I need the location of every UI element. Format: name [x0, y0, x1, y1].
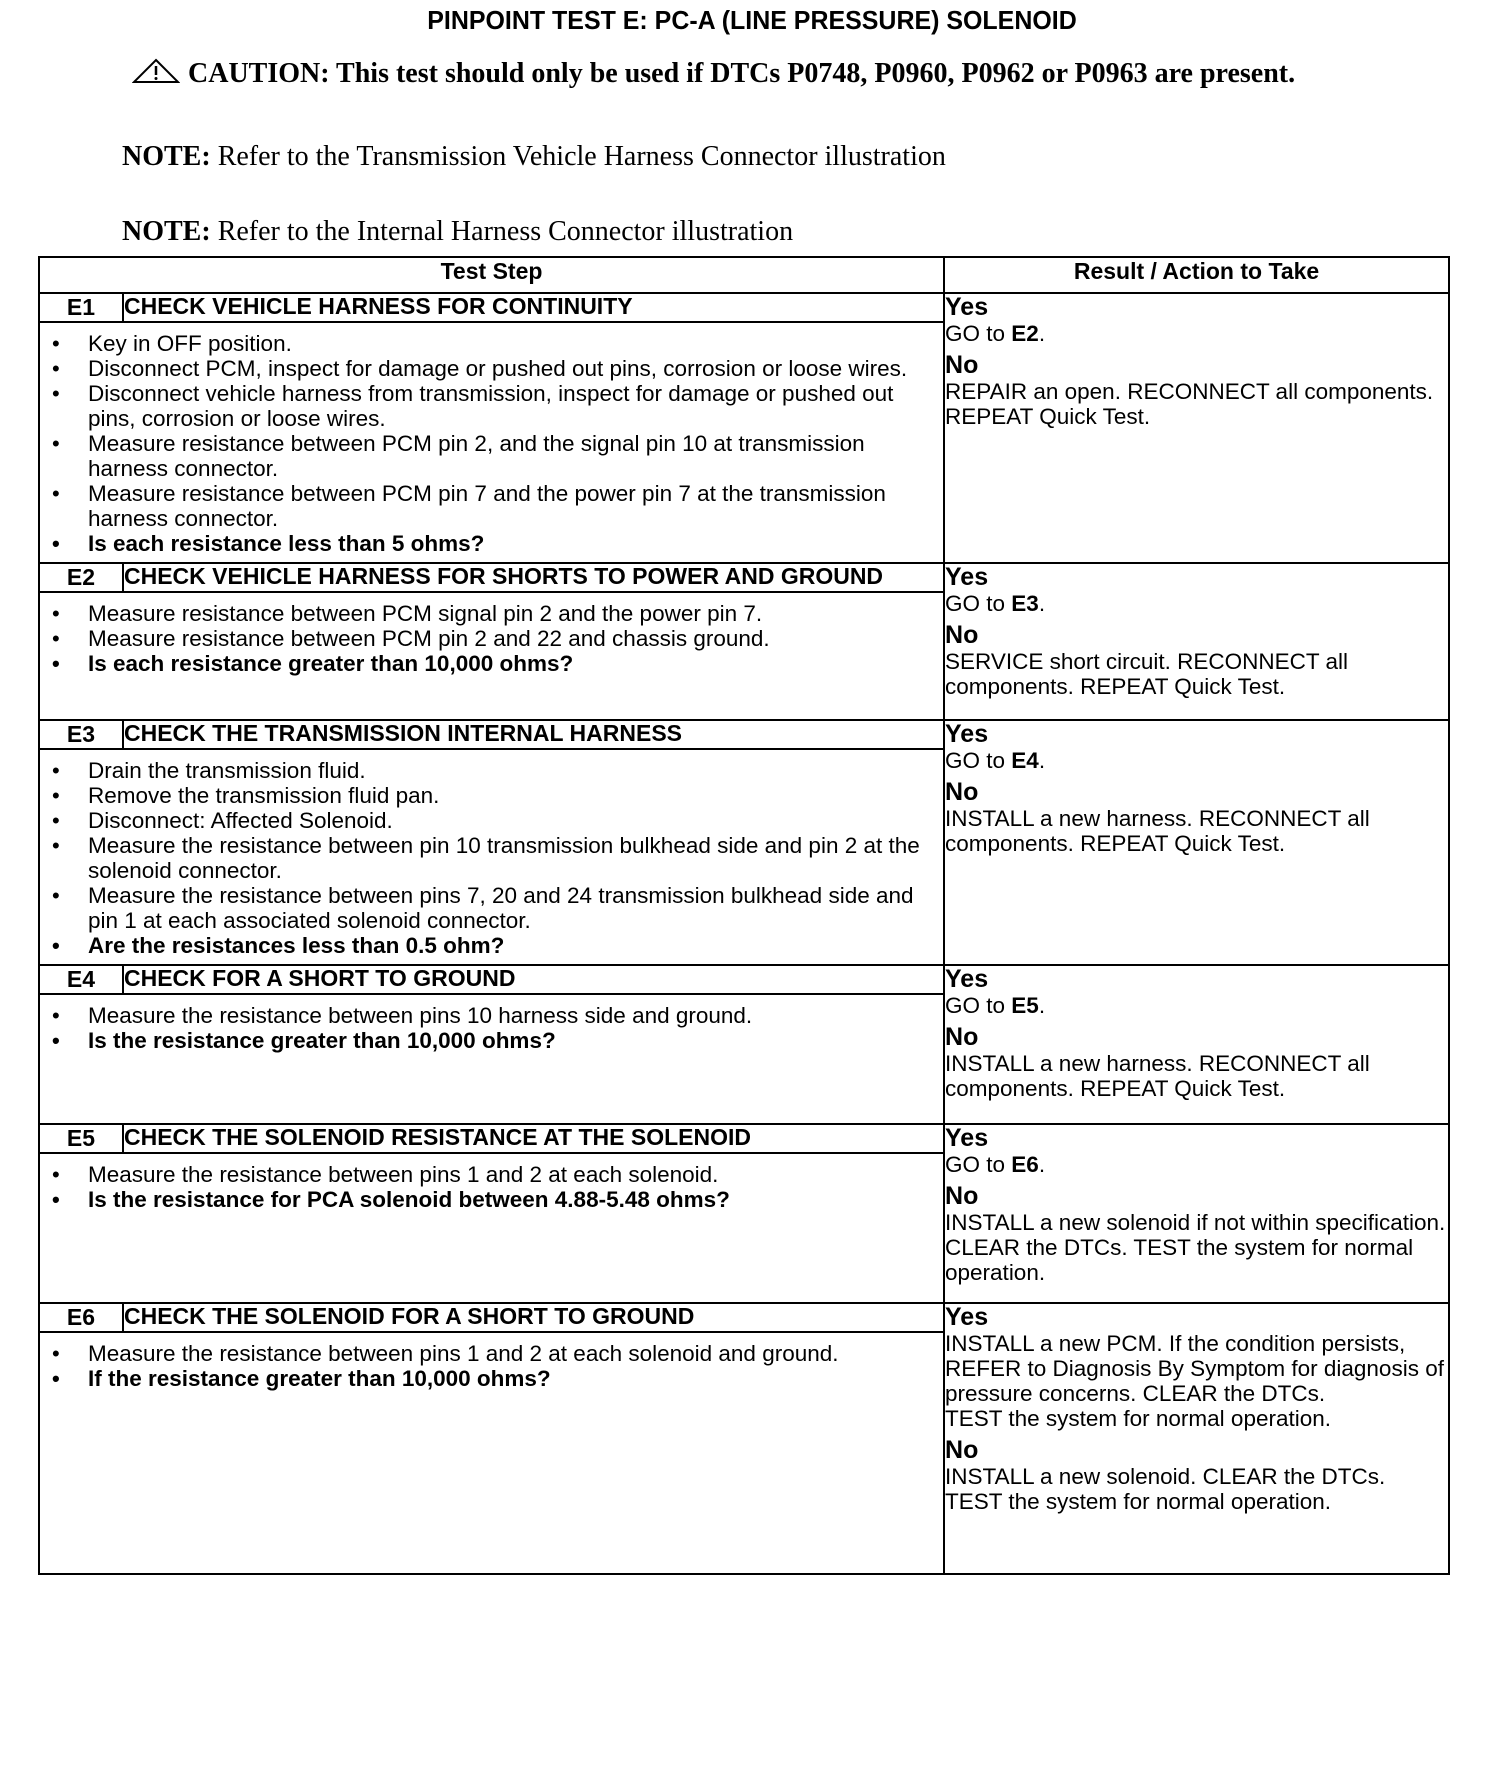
instruction-list: [40, 750, 943, 964]
step-result: [944, 293, 1449, 563]
table-header-row: [39, 257, 1449, 293]
step-heading-row: [39, 965, 1449, 994]
no-label: No: [945, 778, 979, 806]
note-label: NOTE:: [122, 216, 211, 247]
page-title: PINPOINT TEST E: PC-A (LINE PRESSURE) SOLENOID: [427, 5, 1077, 35]
list-item: • Disconnect vehicle harness from transmission, inspect for damage or pushed out pins, corrosion or loose wires.: [0, 381, 939, 431]
step-question: • Is each resistance greater than 10,000 ohms?: [0, 651, 939, 676]
step-question: • If the resistance greater than 10,000 ohms?: [0, 1366, 939, 1391]
step-heading: CHECK THE SOLENOID RESISTANCE AT THE SOLENOID: [123, 1124, 944, 1153]
instruction-list: [40, 995, 943, 1059]
list-item: • Remove the transmission fluid pan.: [0, 783, 939, 808]
yes-label: Yes: [945, 563, 989, 591]
yes-action-tail: .: [1038, 1152, 1046, 1177]
instruction-list: [40, 323, 943, 562]
list-item: • Measure the resistance between pin 10 transmission bulkhead side and pin 2 at the solenoid connector.: [0, 833, 939, 883]
list-item: • Disconnect: Affected Solenoid.: [0, 808, 939, 833]
step-question: • Is the resistance for PCA solenoid between 4.88-5.48 ohms?: [0, 1187, 939, 1212]
step-result: [944, 563, 1449, 720]
no-label: No: [945, 621, 979, 649]
step-question: • Is the resistance greater than 10,000 ohms?: [0, 1028, 939, 1053]
pinpoint-test-table: [38, 256, 1450, 1575]
step-id: E4: [39, 965, 123, 994]
caution-block: [122, 58, 1352, 92]
step-instructions: [39, 749, 944, 965]
instruction-list: [40, 593, 943, 682]
next-step-ref: E5: [1011, 993, 1039, 1018]
yes-action-text: GO to: [945, 993, 1012, 1018]
list-item: • Key in OFF position.: [0, 331, 939, 356]
yes-label: Yes: [945, 1124, 989, 1152]
no-label: No: [945, 351, 979, 379]
yes-action-tail: .: [1038, 591, 1046, 616]
no-action: INSTALL a new harness. RECONNECT all components. REPEAT Quick Test.: [945, 806, 1370, 856]
yes-label: Yes: [945, 293, 989, 321]
warning-triangle-icon: [132, 58, 180, 92]
instruction-list: [40, 1154, 943, 1218]
no-action: INSTALL a new harness. RECONNECT all components. REPEAT Quick Test.: [945, 1051, 1370, 1101]
step-instructions: [39, 322, 944, 563]
note-transmission-harness: [122, 141, 946, 173]
no-action: INSTALL a new solenoid. CLEAR the DTCs. TEST the system for normal operation.: [945, 1464, 1386, 1514]
instruction-list: [40, 1333, 943, 1397]
yes-action-tail: .: [1038, 748, 1046, 773]
yes-label: Yes: [945, 1303, 989, 1331]
next-step-ref: E6: [1011, 1152, 1039, 1177]
step-id: E6: [39, 1303, 123, 1332]
step-id: E3: [39, 720, 123, 749]
next-step-ref: E2: [1011, 321, 1039, 346]
no-label: No: [945, 1023, 979, 1051]
next-step-ref: E4: [1011, 748, 1039, 773]
yes-action-text: GO to: [945, 591, 1012, 616]
column-header-test-step: Test Step: [39, 257, 944, 293]
yes-action: [945, 321, 1448, 346]
list-item: • Measure resistance between PCM pin 2, and the signal pin 10 at transmission harness connector.: [0, 431, 939, 481]
no-action: INSTALL a new solenoid if not within specification. CLEAR the DTCs. TEST the system for normal operation.: [945, 1210, 1446, 1285]
list-item: • Measure the resistance between pins 1 and 2 at each solenoid.: [0, 1162, 939, 1187]
step-instructions: [39, 994, 944, 1124]
step-instructions: [39, 1332, 944, 1574]
step-result: [944, 720, 1449, 965]
note-text: Refer to the Internal Harness Connector illustration: [217, 216, 794, 247]
step-heading: CHECK VEHICLE HARNESS FOR CONTINUITY: [123, 293, 944, 322]
step-id: E2: [39, 563, 123, 592]
caution-text: CAUTION: This test should only be used if DTCs P0748, P0960, P0962 or P0963 are present.: [188, 58, 1296, 89]
note-internal-harness: [122, 216, 793, 248]
list-item: • Measure the resistance between pins 10 harness side and ground.: [0, 1003, 939, 1028]
no-label: No: [945, 1436, 979, 1464]
list-item: • Measure resistance between PCM signal pin 2 and the power pin 7.: [0, 601, 939, 626]
step-result: [944, 1303, 1449, 1574]
step-question: • Are the resistances less than 0.5 ohm?: [0, 933, 939, 958]
list-item: • Measure the resistance between pins 7, 20 and 24 transmission bulkhead side and pin 1 at each associated solenoid connector.: [0, 883, 939, 933]
yes-action-tail: .: [1038, 321, 1046, 346]
step-instructions: [39, 592, 944, 720]
step-heading-row: [39, 720, 1449, 749]
step-result: [944, 1124, 1449, 1303]
yes-action-text: GO to: [945, 748, 1012, 773]
yes-action: [945, 748, 1448, 773]
step-id: E1: [39, 293, 123, 322]
step-id: E5: [39, 1124, 123, 1153]
yes-action: [945, 993, 1448, 1018]
no-label: No: [945, 1182, 979, 1210]
yes-action-text: INSTALL a new PCM. If the condition persists, REFER to Diagnosis By Symptom for diagnosis of pressure concerns. CLEAR the DTCs.: [945, 1331, 1444, 1406]
list-item: • Drain the transmission fluid.: [0, 758, 939, 783]
yes-action-text: GO to: [945, 1152, 1012, 1177]
list-item: • Measure resistance between PCM pin 7 and the power pin 7 at the transmission harness connector.: [0, 481, 939, 531]
yes-action-text-2: TEST the system for normal operation.: [945, 1406, 1332, 1431]
yes-action: [945, 1331, 1448, 1431]
step-heading-row: [39, 1303, 1449, 1332]
step-heading: CHECK THE TRANSMISSION INTERNAL HARNESS: [123, 720, 944, 749]
no-action: SERVICE short circuit. RECONNECT all components. REPEAT Quick Test.: [945, 649, 1349, 699]
yes-action: [945, 1152, 1448, 1177]
step-heading-row: [39, 293, 1449, 322]
yes-action-text: GO to: [945, 321, 1012, 346]
note-label: NOTE:: [122, 141, 211, 172]
next-step-ref: E3: [1011, 591, 1039, 616]
yes-action: [945, 591, 1448, 616]
yes-label: Yes: [945, 720, 989, 748]
step-instructions: [39, 1153, 944, 1303]
yes-label: Yes: [945, 965, 989, 993]
step-heading: CHECK THE SOLENOID FOR A SHORT TO GROUND: [123, 1303, 944, 1332]
yes-action-tail: .: [1038, 993, 1046, 1018]
step-heading: CHECK FOR A SHORT TO GROUND: [123, 965, 944, 994]
column-header-result: Result / Action to Take: [944, 257, 1449, 293]
no-action: REPAIR an open. RECONNECT all components. REPEAT Quick Test.: [945, 379, 1434, 429]
step-heading: CHECK VEHICLE HARNESS FOR SHORTS TO POWER AND GROUND: [123, 563, 944, 592]
step-question: • Is each resistance less than 5 ohms?: [0, 531, 939, 556]
list-item: • Measure the resistance between pins 1 and 2 at each solenoid and ground.: [0, 1341, 939, 1366]
step-heading-row: [39, 1124, 1449, 1153]
note-text: Refer to the Transmission Vehicle Harness Connector illustration: [217, 141, 946, 172]
step-heading-row: [39, 563, 1449, 592]
step-result: [944, 965, 1449, 1124]
list-item: • Measure resistance between PCM pin 2 and 22 and chassis ground.: [0, 626, 939, 651]
list-item: • Disconnect PCM, inspect for damage or pushed out pins, corrosion or loose wires.: [0, 356, 939, 381]
